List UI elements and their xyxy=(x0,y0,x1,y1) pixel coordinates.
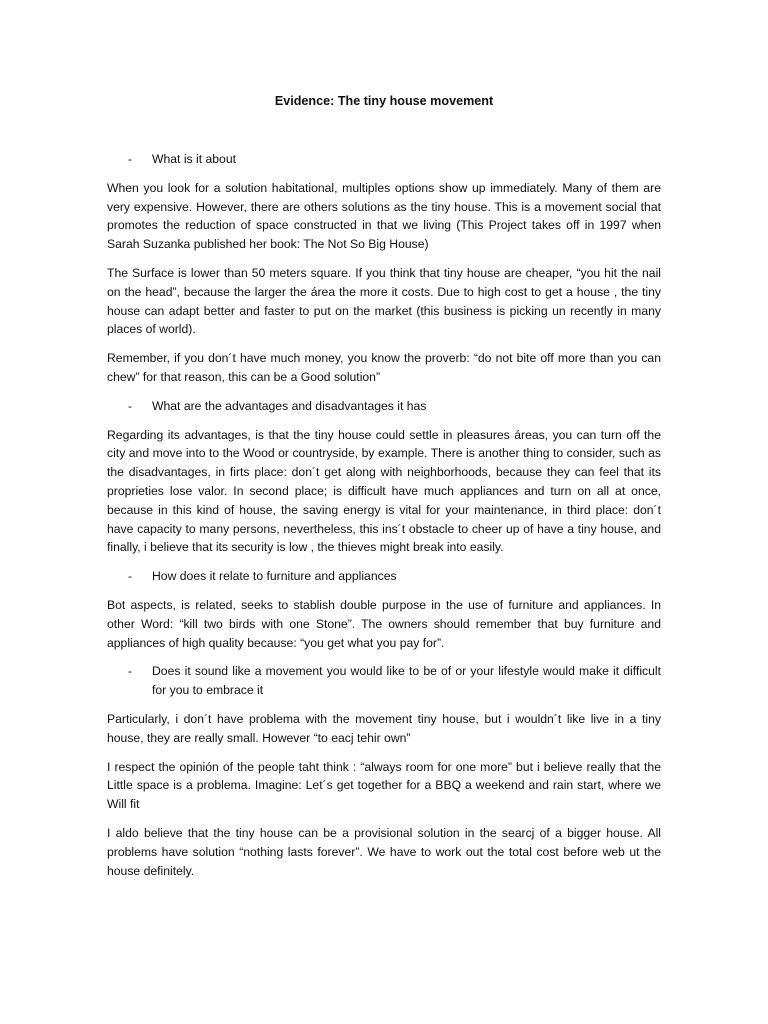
bullet-text: How does it relate to furniture and appliances xyxy=(152,569,397,584)
document-title: Evidence: The tiny house movement xyxy=(274,94,494,108)
paragraph: The Surface is lower than 50 meters square. If you think that tiny house are cheaper, “you hit the nail on the head”, because the larger the área the more it costs. Due to high cost to get a house , the tiny house can adapt better and faster to put on the market (this business is picking un recently in many places of world). xyxy=(107,265,661,337)
bullet-dash: - xyxy=(128,664,133,679)
paragraph: I respect the opinión of the people taht think : “always room for one more” but i believe really that the Little space is a problema. Imagine: Let´s get together for a BBQ a weekend and rain start, where we Will fit xyxy=(107,759,661,812)
section-heading-furniture xyxy=(107,567,661,586)
paragraph: Particularly, i don´t have problema with the movement tiny house, but i wouldn´t like live in a tiny house, they are really small. However “to eacj tehir own” xyxy=(107,711,661,745)
section-heading-about xyxy=(107,150,661,169)
paragraph: Regarding its advantages, is that the tiny house could settle in pleasures áreas, you can turn off the city and move into to the Wood or countryside, by example. There is another thing to consider, such as the disadvantages, in firts place: don´t get along with neighborhoods, because they can feel that its proprieties lose valor. In second place; is difficult have much appliances and turn on all at once, because in this kind of house, the saving energy is vital for your maintenance, in third place: don´t have capacity to many persons, nevertheless, this ins´t obstacle to cheer up of have a tiny house, and finally, i believe that its security is low , the thieves might break into easily. xyxy=(107,427,661,555)
paragraph: I aldo believe that the tiny house can be a provisional solution in the searcj of a bigger house. All problems have solution “nothing lasts forever”. We have to work out the total cost before web ut the house definitely. xyxy=(107,825,661,878)
bullet-text: What is it about xyxy=(152,152,236,166)
bullet-text: What are the advantages and disadvantages it has xyxy=(152,398,427,413)
bullet-dash: - xyxy=(128,398,133,413)
section-heading-lifestyle xyxy=(107,662,661,700)
bullet-dash: - xyxy=(128,569,133,584)
section-heading-advantages xyxy=(107,397,661,416)
bullet-text: Does it sound like a movement you would like to be of or your lifestyle would make it difficult for you to embrace it xyxy=(152,664,661,698)
bullet-dash: - xyxy=(128,152,133,166)
paragraph: Remember, if you don´t have much money, you know the proverb: “do not bite off more than you can chew” for that reason, this can be a Good solution” xyxy=(107,351,661,384)
paragraph: When you look for a solution habitational, multiples options show up immediately. Many of them are very expensive. However, there are others solutions as the tiny house. This is a movement social that promotes the reduction of space constructed in that we living (This Project takes off in 1997 when Sarah Suzanka published her book: The Not So Big House) xyxy=(107,180,661,252)
paragraph: Bot aspects, is related, seeks to stablish double purpose in the use of furniture and appliances. In other Word: “kill two birds with one Stone”. The owners should remember that buy furniture and appliances of high quality because: “you get what you pay for”. xyxy=(107,597,661,650)
document-body xyxy=(107,150,661,890)
